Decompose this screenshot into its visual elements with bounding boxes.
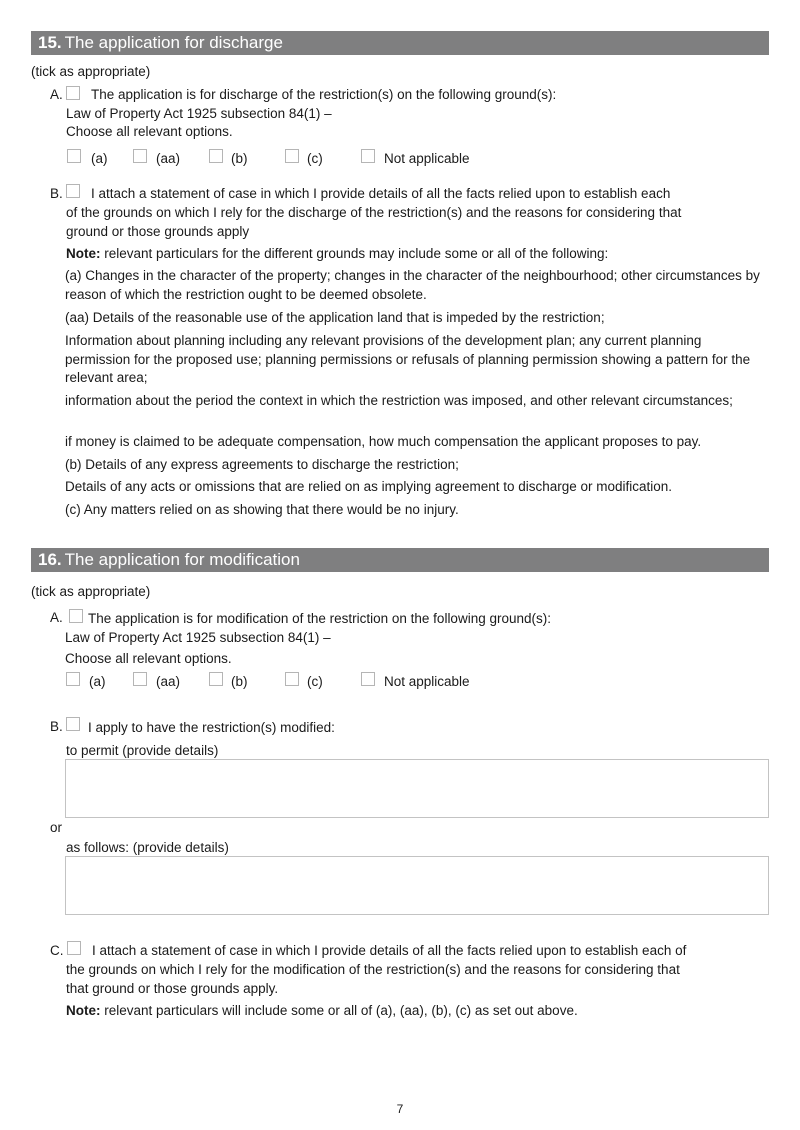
checkbox-15a-not-applicable[interactable] <box>361 149 375 163</box>
note-label: Note: <box>66 246 101 261</box>
checkbox-15a-ground-c[interactable] <box>285 149 299 163</box>
section-16-header <box>31 548 769 572</box>
option-letter-b: B. <box>50 186 63 201</box>
choose-instruction: Choose all relevant options. <box>66 124 233 139</box>
checkbox-15a-ground-a[interactable] <box>67 149 81 163</box>
not-applicable-label: Not applicable <box>384 674 470 689</box>
note <box>66 246 608 261</box>
particular-money: if money is claimed to be adequate compensation, how much compensation the applicant proposes to pay. <box>65 434 702 449</box>
ground-aa-label: (aa) <box>156 674 181 689</box>
statement-line-2: of the grounds on which I rely for the discharge of the restriction(s) and the reasons for considering that <box>66 205 682 220</box>
ground-b-label: (b) <box>231 151 248 166</box>
checkbox-15a-ground-b[interactable] <box>209 149 223 163</box>
permit-label: to permit (provide details) <box>66 743 219 758</box>
law-reference: Law of Property Act 1925 subsection 84(1) – <box>65 630 331 645</box>
checkbox-15a[interactable] <box>66 86 80 100</box>
note-text: relevant particulars for the different grounds may include some or all of the following: <box>104 246 609 261</box>
checkbox-16a-not-applicable[interactable] <box>361 672 375 686</box>
note-label: Note: <box>66 1003 101 1018</box>
checkbox-16a-ground-b[interactable] <box>209 672 223 686</box>
ground-c-label: (c) <box>307 674 323 689</box>
checkbox-16a-ground-aa[interactable] <box>133 672 147 686</box>
option-letter-c: C. <box>50 943 64 958</box>
section-number: 15. <box>38 33 62 52</box>
particular-acts: Details of any acts or omissions that are relied on as implying agreement to discharge or modification. <box>65 479 673 494</box>
modify-text: I apply to have the restriction(s) modified: <box>88 720 335 735</box>
ground-a-label: (a) <box>91 151 108 166</box>
option-letter-a: A. <box>50 87 63 102</box>
tick-hint: (tick as appropriate) <box>31 64 151 79</box>
particular-planning: Information about planning including any relevant provisions of the development plan; any current planning permission for the proposed use; planning permissions or refusals of planning permission showing a pattern for the relevant area; <box>65 333 751 385</box>
ground-c-label: (c) <box>307 151 323 166</box>
tick-hint: (tick as appropriate) <box>31 584 151 599</box>
option-a-text: The application is for modification of the restriction on the following ground(s): <box>88 611 551 626</box>
permit-details-input[interactable] <box>65 759 769 818</box>
statement-line-3: that ground or those grounds apply. <box>66 981 279 996</box>
or-label: or <box>50 820 63 835</box>
checkbox-16b[interactable] <box>66 717 80 731</box>
particular-c: (c) Any matters relied on as showing that there would be no injury. <box>65 502 459 517</box>
statement-line-3: ground or those grounds apply <box>66 224 250 239</box>
choose-instruction: Choose all relevant options. <box>65 651 232 666</box>
section-number: 16. <box>38 550 62 569</box>
particular-aa: (aa) Details of the reasonable use of the application land that is impeded by the restriction; <box>65 310 605 325</box>
statement-line-1: I attach a statement of case in which I provide details of all the facts relied upon to establish each <box>91 186 671 201</box>
note <box>66 1003 578 1018</box>
law-reference: Law of Property Act 1925 subsection 84(1) – <box>66 106 332 121</box>
ground-aa-label: (aa) <box>156 151 181 166</box>
particular-b: (b) Details of any express agreements to discharge the restriction; <box>65 457 459 472</box>
section-title: The application for modification <box>64 550 300 569</box>
not-applicable-label: Not applicable <box>384 151 470 166</box>
follows-label: as follows: (provide details) <box>66 840 229 855</box>
checkbox-16a-ground-a[interactable] <box>66 672 80 686</box>
checkbox-15b[interactable] <box>66 184 80 198</box>
checkbox-15a-ground-aa[interactable] <box>133 149 147 163</box>
checkbox-16a-ground-c[interactable] <box>285 672 299 686</box>
option-letter-b: B. <box>50 719 63 734</box>
section-15-header <box>31 31 769 55</box>
ground-b-label: (b) <box>231 674 248 689</box>
statement-line-1: I attach a statement of case in which I provide details of all the facts relied upon to establish each of <box>92 943 687 958</box>
checkbox-16a[interactable] <box>69 609 83 623</box>
note-text: relevant particulars will include some or all of (a), (aa), (b), (c) as set out above. <box>104 1003 578 1018</box>
option-letter-a: A. <box>50 610 63 625</box>
section-title: The application for discharge <box>64 33 283 52</box>
option-a-text: The application is for discharge of the restriction(s) on the following ground(s): <box>91 87 557 102</box>
statement-line-2: the grounds on which I rely for the modification of the restriction(s) and the reasons for considering that <box>66 962 680 977</box>
follows-details-input[interactable] <box>65 856 769 915</box>
checkbox-16c[interactable] <box>67 941 81 955</box>
page-number: 7 <box>396 1102 404 1116</box>
particular-period: information about the period the context in which the restriction was imposed, and other relevant circumstances; <box>65 393 733 408</box>
particular-a: (a) Changes in the character of the property; changes in the character of the neighbourhood; other circumstances by reason of which the restriction ought to be deemed obsolete. <box>65 268 760 302</box>
ground-a-label: (a) <box>89 674 106 689</box>
